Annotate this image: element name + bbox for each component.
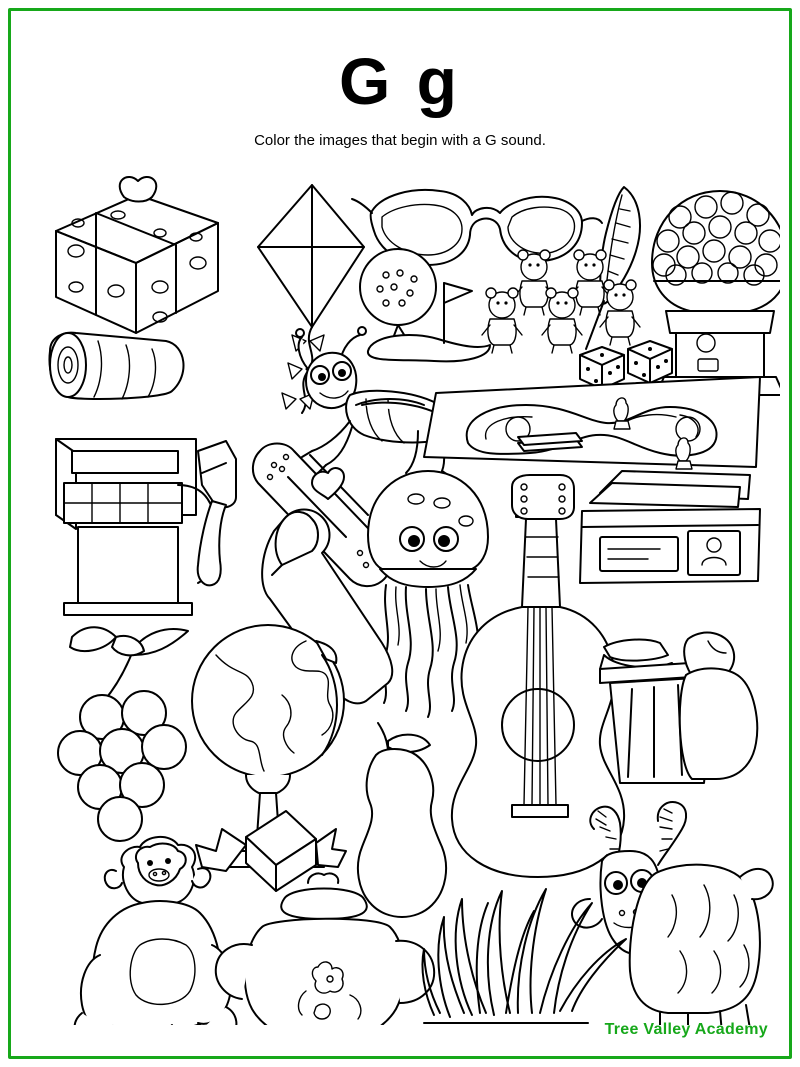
image-pear	[358, 723, 446, 917]
page-title: G g	[339, 44, 461, 118]
image-gift	[56, 177, 218, 333]
image-wallet	[580, 471, 760, 583]
image-board-game	[424, 377, 760, 469]
image-goat	[572, 802, 773, 1025]
image-log	[50, 333, 184, 399]
image-grapes	[58, 627, 188, 841]
illustration-area	[20, 155, 780, 1025]
image-garbage-can	[600, 633, 757, 783]
instruction-text: Color the images that begin with a G sound.	[254, 132, 546, 149]
image-golf	[360, 249, 490, 361]
brand-footer: Tree Valley Academy	[604, 1021, 768, 1038]
image-gas-pump	[56, 439, 236, 615]
